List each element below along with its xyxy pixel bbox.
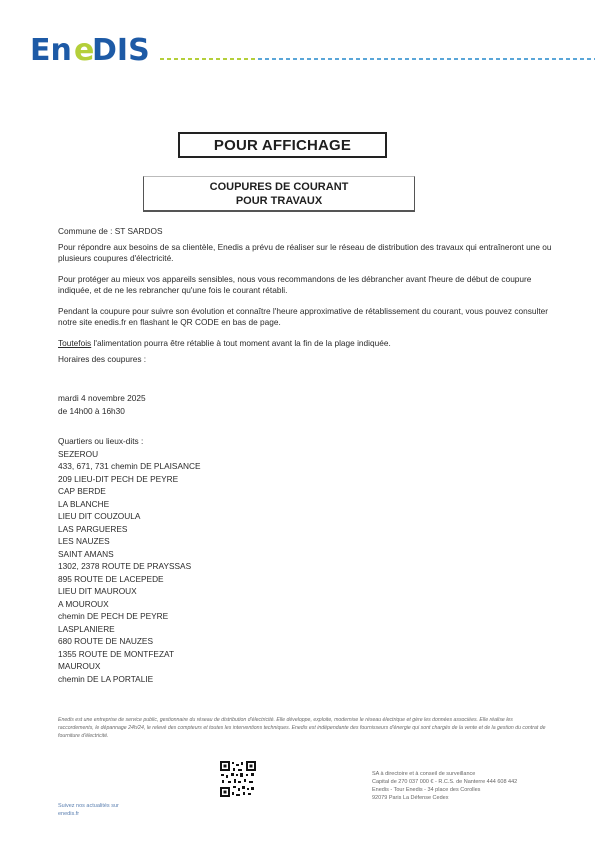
quartier-item: MAUROUX bbox=[58, 661, 101, 671]
quartier-item: 680 ROUTE DE NAUZES bbox=[58, 636, 153, 646]
footer-legal-line-1: SA à directoire et à conseil de surveillance bbox=[372, 771, 476, 777]
quartier-item: 1355 ROUTE DE MONTFEZAT bbox=[58, 648, 175, 659]
svg-text:e: e bbox=[74, 34, 95, 66]
schedule-date: mardi 4 novembre 2025 bbox=[58, 393, 146, 403]
quartier-item: SEZEROU bbox=[58, 448, 99, 459]
paragraph-intro: Pour répondre aux besoins de sa clientèle, Enedis a prévu de réaliser sur le réseau de distribution des travaux qui entraîneront une ou plusieurs coupures d'électricité. bbox=[58, 242, 552, 263]
quartier-item: LES NAUZES bbox=[58, 536, 110, 546]
footer-left bbox=[58, 802, 119, 818]
footer-legal bbox=[372, 770, 517, 802]
quartier-item: CAP BERDE bbox=[58, 486, 106, 496]
paragraph-suivi: Pendant la coupure pour suivre son évolution et connaître l'heure approximative de rétablissement du courant, vous pouvez consulter notre site enedis.fr en flashant le QR CODE en bas de page. bbox=[58, 306, 549, 327]
quartier-item: 895 ROUTE DE LACEPEDE bbox=[58, 573, 164, 584]
page-title: POUR AFFICHAGE bbox=[178, 132, 387, 158]
enedis-logo-mark bbox=[30, 34, 155, 66]
horaires-heading: Horaires des coupures : bbox=[58, 354, 147, 364]
schedule-and-places bbox=[58, 392, 201, 685]
footer-legal-line-2: Capital de 270 037 000 € - R.C.S. de Nanterre 444 608 442 bbox=[372, 779, 518, 785]
quartier-item: 1302, 2378 ROUTE DE PRAYSSAS bbox=[58, 561, 192, 571]
quartier-item: LA BLANCHE bbox=[58, 498, 110, 509]
quartier-item: LAS PARGUERES bbox=[58, 523, 128, 534]
footer-left-link[interactable]: enedis.fr bbox=[58, 811, 80, 817]
footer-left-line-1: Suivez nos actualités sur bbox=[58, 803, 119, 809]
toutefois-lead: Toutefois bbox=[58, 338, 92, 348]
paragraph-toutefois bbox=[58, 338, 553, 349]
schedule-hours: de 14h00 à 16h30 bbox=[58, 405, 125, 416]
subtitle-box bbox=[143, 176, 415, 212]
quartier-item: chemin DE LA PORTALIE bbox=[58, 673, 154, 684]
enedis-logo bbox=[30, 34, 155, 66]
commune-line: Commune de : ST SARDOS bbox=[58, 226, 163, 236]
quartier-item: 433, 671, 731 chemin DE PLAISANCE bbox=[58, 461, 201, 471]
footer-note: Enedis est une entreprise de service public, gestionnaire du réseau de distribution d'électricité. Elle développe, exploite, modernise le réseau électrique et gère les données associées. Elle réalise les raccordements, le dépannage 24h/24, le relevé des compteurs et toutes les interventions techniques. Enedis est indépendante des fournisseurs d'énergie qui sont chargés de la vente et de la gestion du contrat de fourniture d'électricité. bbox=[58, 717, 546, 739]
toutefois-rest: l'alimentation pourra être rétablie à tout moment avant la fin de la plage indiquée. bbox=[91, 338, 391, 348]
quartiers-list bbox=[58, 448, 201, 686]
brand-dotted-line bbox=[160, 58, 595, 60]
quartier-item: A MOUROUX bbox=[58, 598, 109, 609]
subtitle-line-1: COUPURES DE COURANT bbox=[209, 181, 349, 193]
quartier-item: LIEU DIT MAUROUX bbox=[58, 586, 137, 596]
svg-text:En: En bbox=[30, 34, 72, 66]
footer-legal-line-4: 92079 Paris La Défense Cedex bbox=[372, 795, 449, 801]
quartier-item: chemin DE PECH DE PEYRE bbox=[58, 611, 169, 621]
svg-text:DIS: DIS bbox=[92, 34, 150, 66]
quartier-item: LIEU DIT COUZOULA bbox=[58, 511, 141, 521]
subtitle-line-2: POUR TRAVAUX bbox=[235, 195, 323, 207]
footer-legal-line-3: Enedis - Tour Enedis - 34 place des Corolles bbox=[372, 787, 481, 793]
quartier-item: LASPLANIERE bbox=[58, 623, 115, 634]
quartier-item: 209 LIEU-DIT PECH DE PEYRE bbox=[58, 473, 179, 484]
paragraph-protection: Pour protéger au mieux vos appareils sensibles, nous vous recommandons de les débrancher avant l'heure de début de coupure indiquée, et de ne les rebrancher qu'une fois le courant rétabli. bbox=[58, 274, 532, 295]
qr-code[interactable] bbox=[219, 760, 257, 798]
quartiers-title: Quartiers ou lieux-dits : bbox=[58, 436, 144, 446]
quartier-item: SAINT AMANS bbox=[58, 548, 114, 559]
